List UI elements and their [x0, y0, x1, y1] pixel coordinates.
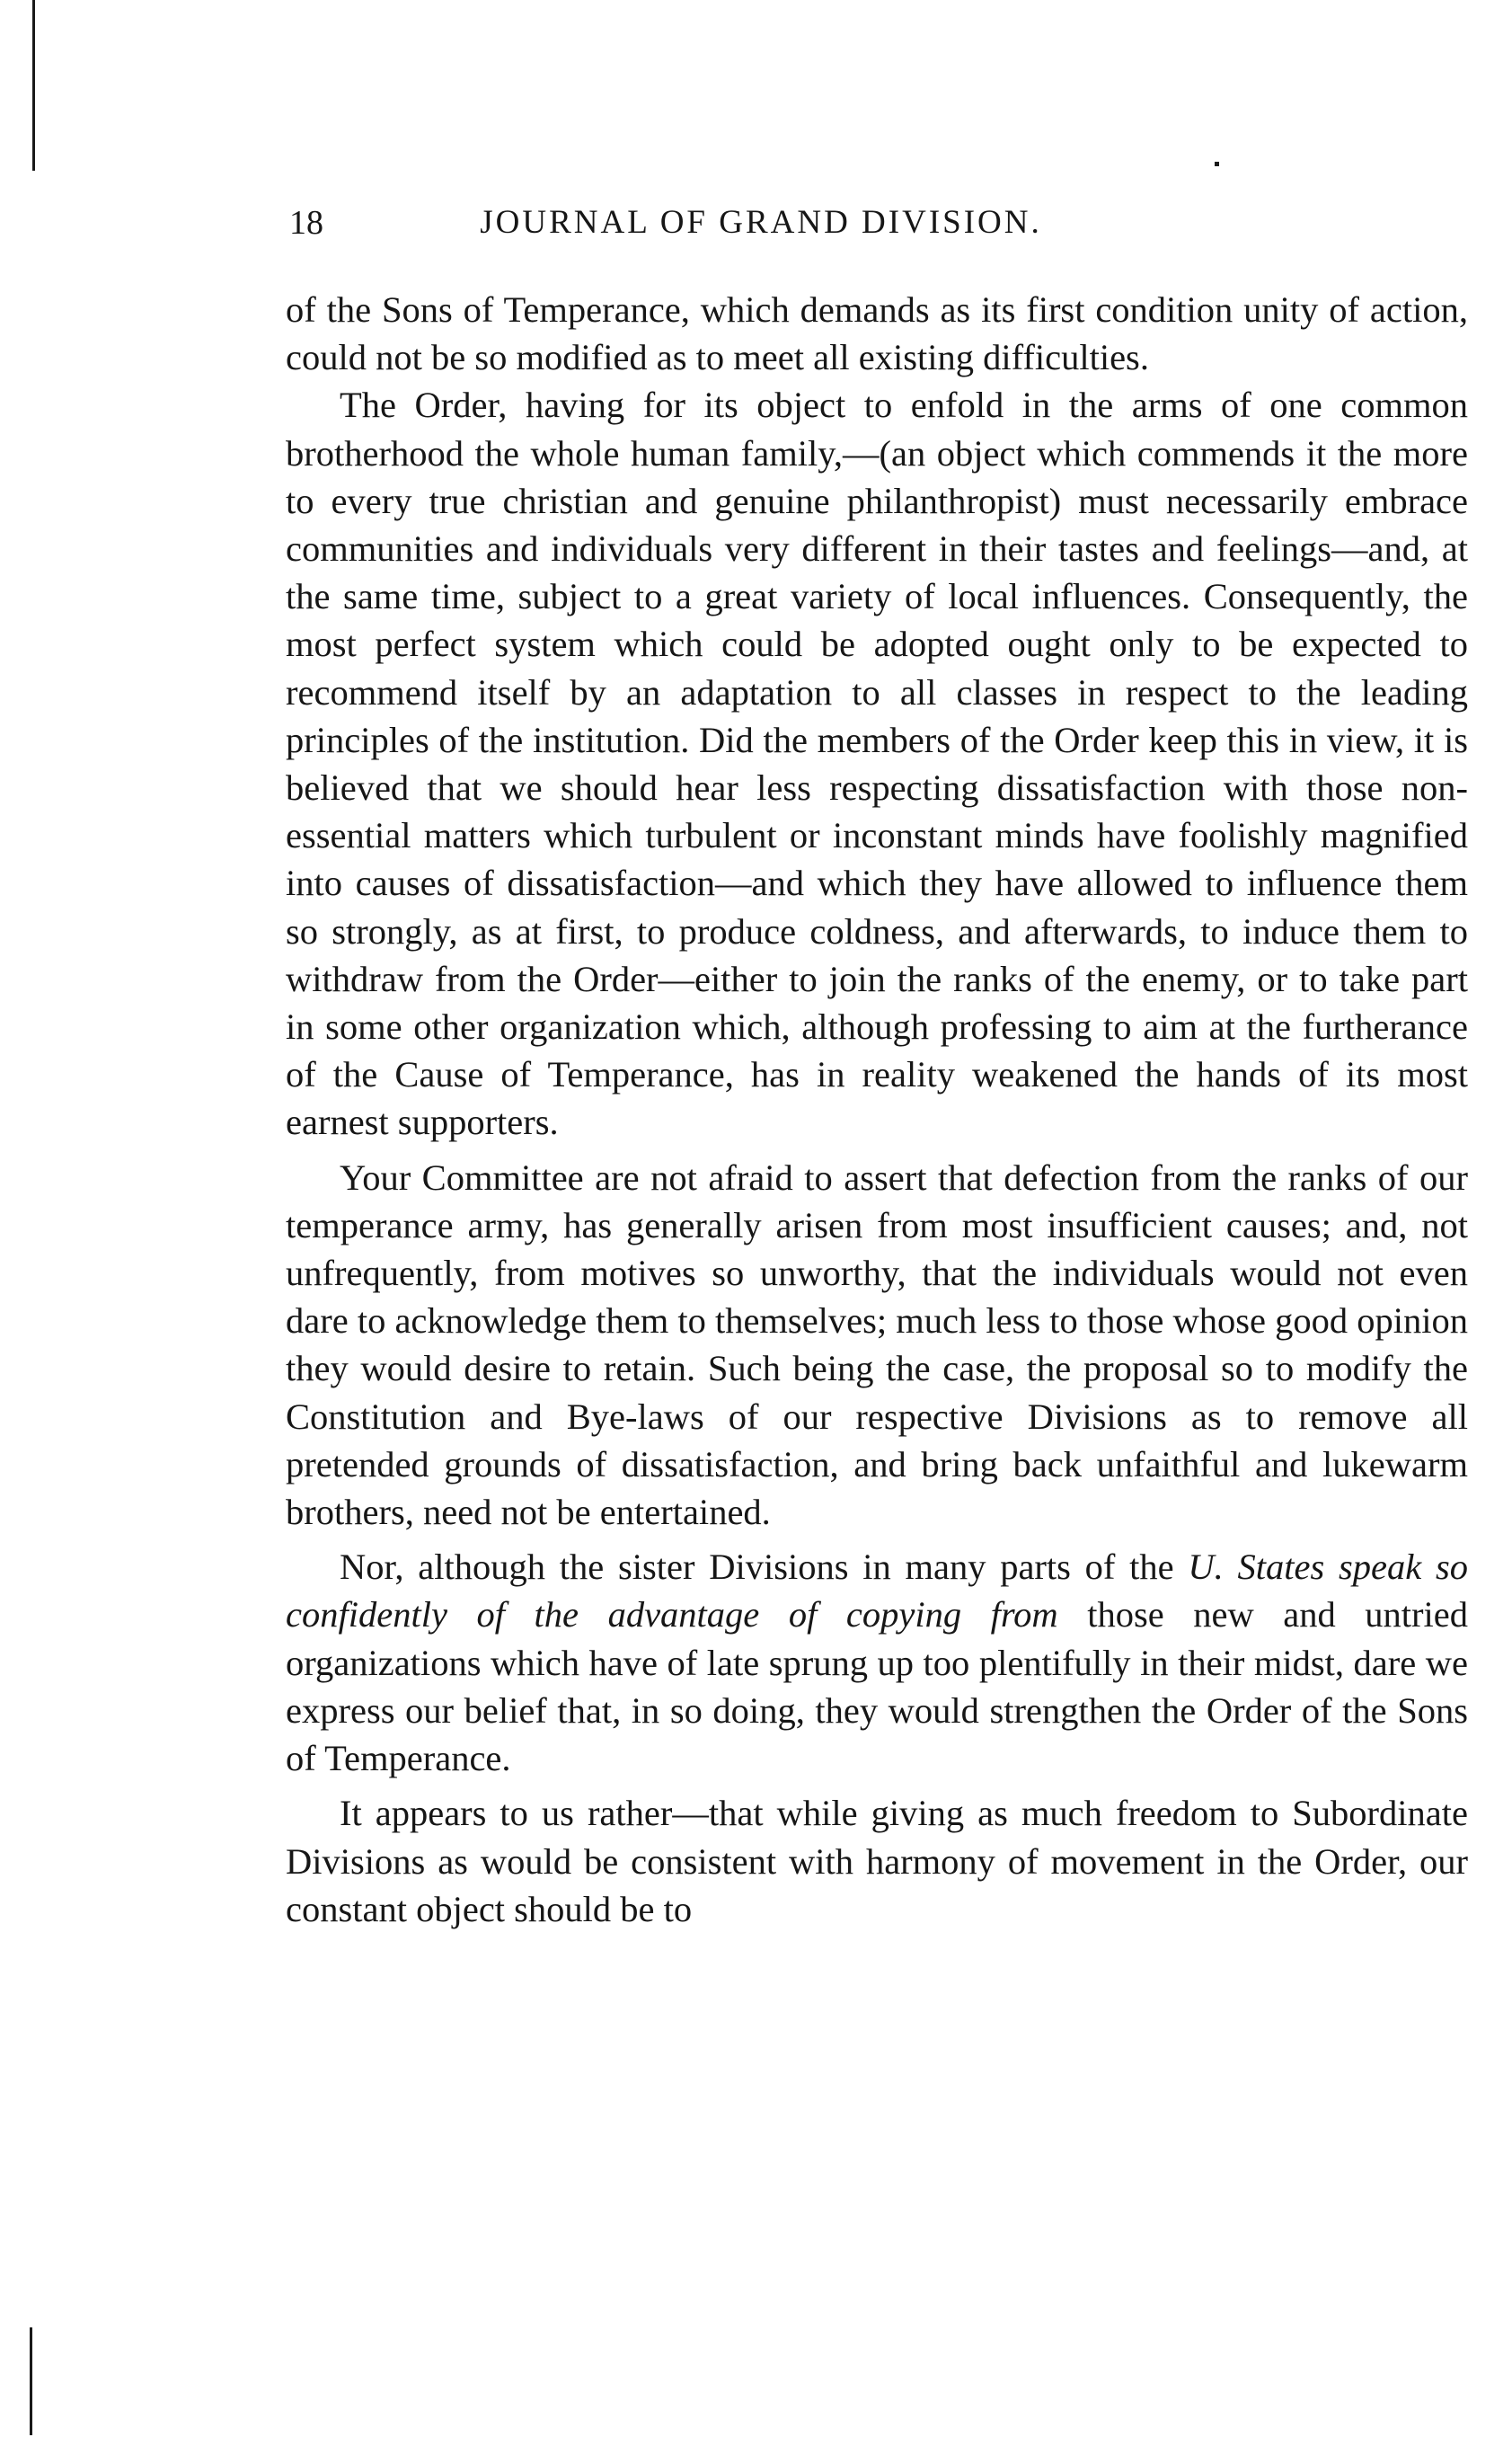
text-segment: of the Sons of Temperance, which demands as its first condition unity of action, could not be so modified as to meet all existing difficulties. — [286, 289, 1468, 378]
body-text — [286, 286, 1468, 1933]
page-header — [289, 203, 1233, 257]
italic-text: U. States speak so confidently of the advantage of copying from — [286, 1547, 1468, 1635]
text-segment: Nor, although the sister Divisions in many parts of the — [340, 1547, 1189, 1588]
paragraph — [286, 381, 1468, 1146]
paragraph — [286, 286, 1468, 381]
text-segment: Your Committee are not afraid to assert that defection from the ranks of our temperance army, has generally arisen from most insufficient causes; and, not unfrequently, from motives so unworthy, that the individuals would not even dare to acknowledge them to themselves; much less to those whose good opinion they would desire to retain. Such being the case, the proposal so to modify the Constitution and Bye-laws of our respective Divisions as to remove all pretended grounds of dissatisfaction, and bring back unfaithful and lukewarm brothers, need not be entertained. — [286, 1157, 1468, 1533]
text-segment: It appears to us rather—that while giving as much freedom to Subordinate Divisions as would be consistent with harmony of movement in the Order, our constant object should be to — [286, 1793, 1468, 1929]
paragraph — [286, 1789, 1468, 1933]
scan-edge-mark — [30, 2327, 32, 2435]
text-segment: those new and untried organizations which have of late sprung up too plentifully in their midst, dare we express our belief that, in so doing, they would strengthen the Order of the Sons of Temperance. — [286, 1594, 1468, 1779]
page-number: 18 — [289, 204, 323, 242]
text-segment: The Order, having for its object to enfold in the arms of one common brotherhood the whole human family,—(an object which commends it the more to every true christian and genuine philanthropist) must necessarily embrace communities and individuals very different in their tastes and feelings—and, at the same time, subject to a great variety of local influences. Consequently, the most perfect system which could be adopted ought only to be expected to recommend itself by an adaptation to all classes in respect to the leading principles of the institution. Did the members of the Order keep this in view, it is believed that we should hear less respecting dissatisfaction with those non-essential matters which turbulent or inconstant minds have foolishly magnified into causes of dissatisfaction—and which they have allowed to influence them so strongly, as at first, to produce coldness, and afterwards, to induce them to withdraw from the Order—either to join the ranks of the enemy, or to take part in some other organization which, although professing to aim at the furtherance of the Cause of Temperance, has in reality weakened the hands of its most earnest supporters. — [286, 385, 1468, 1143]
running-title: JOURNAL OF GRAND DIVISION. — [480, 204, 1042, 241]
scan-dot — [1215, 162, 1219, 166]
paragraph — [286, 1154, 1468, 1537]
paragraph — [286, 1543, 1468, 1782]
scan-edge-mark — [32, 0, 35, 171]
